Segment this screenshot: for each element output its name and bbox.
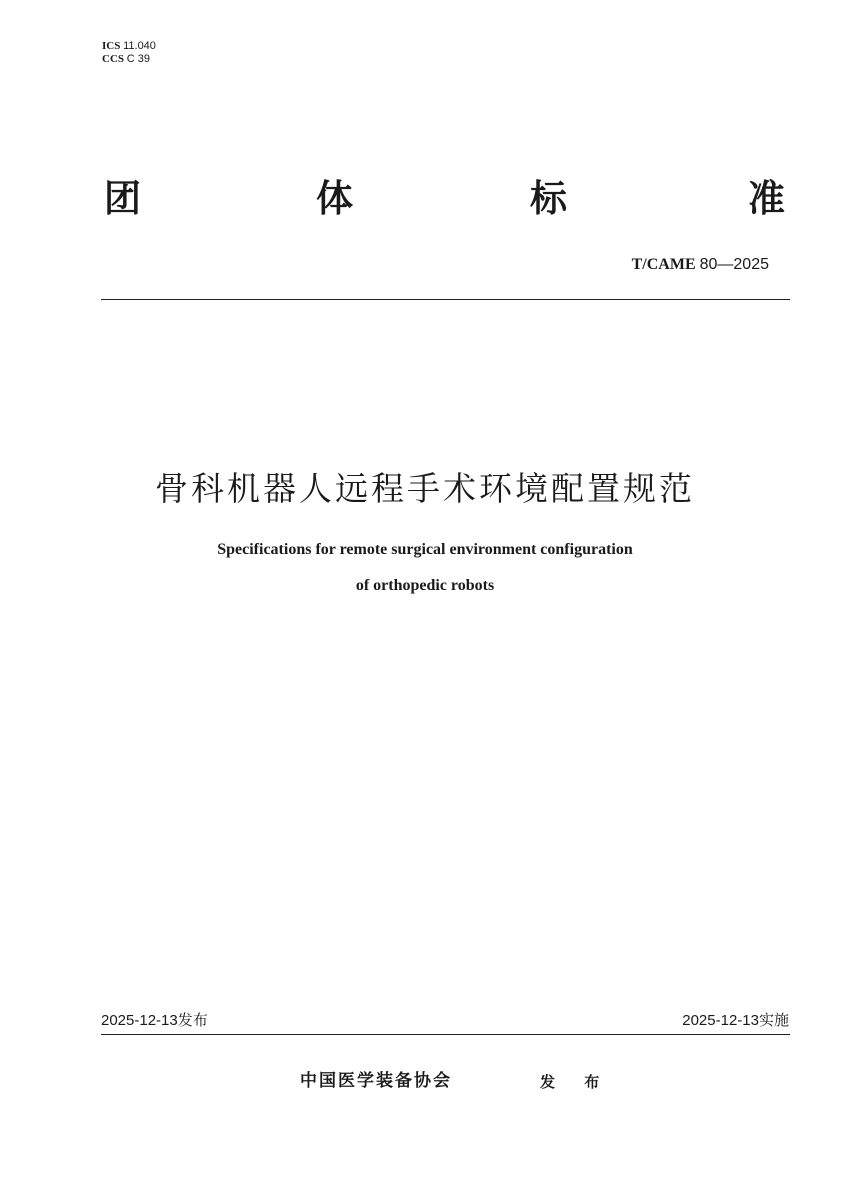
standard-type-char-4: 准 [748,177,785,220]
standard-number-prefix: T/CAME [631,256,696,273]
ccs-value: C 39 [126,53,151,65]
bottom-divider [101,1034,790,1035]
title-chinese: 骨科机器人远程手术环境配置规范 [155,469,695,508]
title-english-line-2: of orthopedic robots [355,577,495,594]
publish-date-value: 2025-12-13 [101,1012,178,1029]
ics-value: 11.040 [123,40,156,52]
publish-date [101,1011,208,1030]
title-english-line-1: Specifications for remote surgical environment configuration [217,541,633,558]
implement-date-value: 2025-12-13 [682,1012,759,1029]
standard-number-tail: 80—2025 [699,256,769,273]
standard-number [632,256,769,274]
publisher-name: 中国医学装备协会 [300,1071,452,1091]
ics-label: ICS [102,40,121,52]
publish-date-label: 发布 [177,1011,208,1029]
top-divider [101,299,790,300]
ccs-code [102,53,156,66]
standard-type-char-1: 团 [104,177,141,220]
publisher-action: 发 布 [540,1073,612,1091]
classification-codes [102,40,156,66]
standard-type-char-2: 体 [316,177,353,220]
ccs-label: CCS [102,53,125,65]
implement-date-label: 实施 [758,1011,789,1029]
standard-type-char-3: 标 [530,177,567,220]
implement-date [682,1011,789,1030]
ics-code [102,40,156,53]
